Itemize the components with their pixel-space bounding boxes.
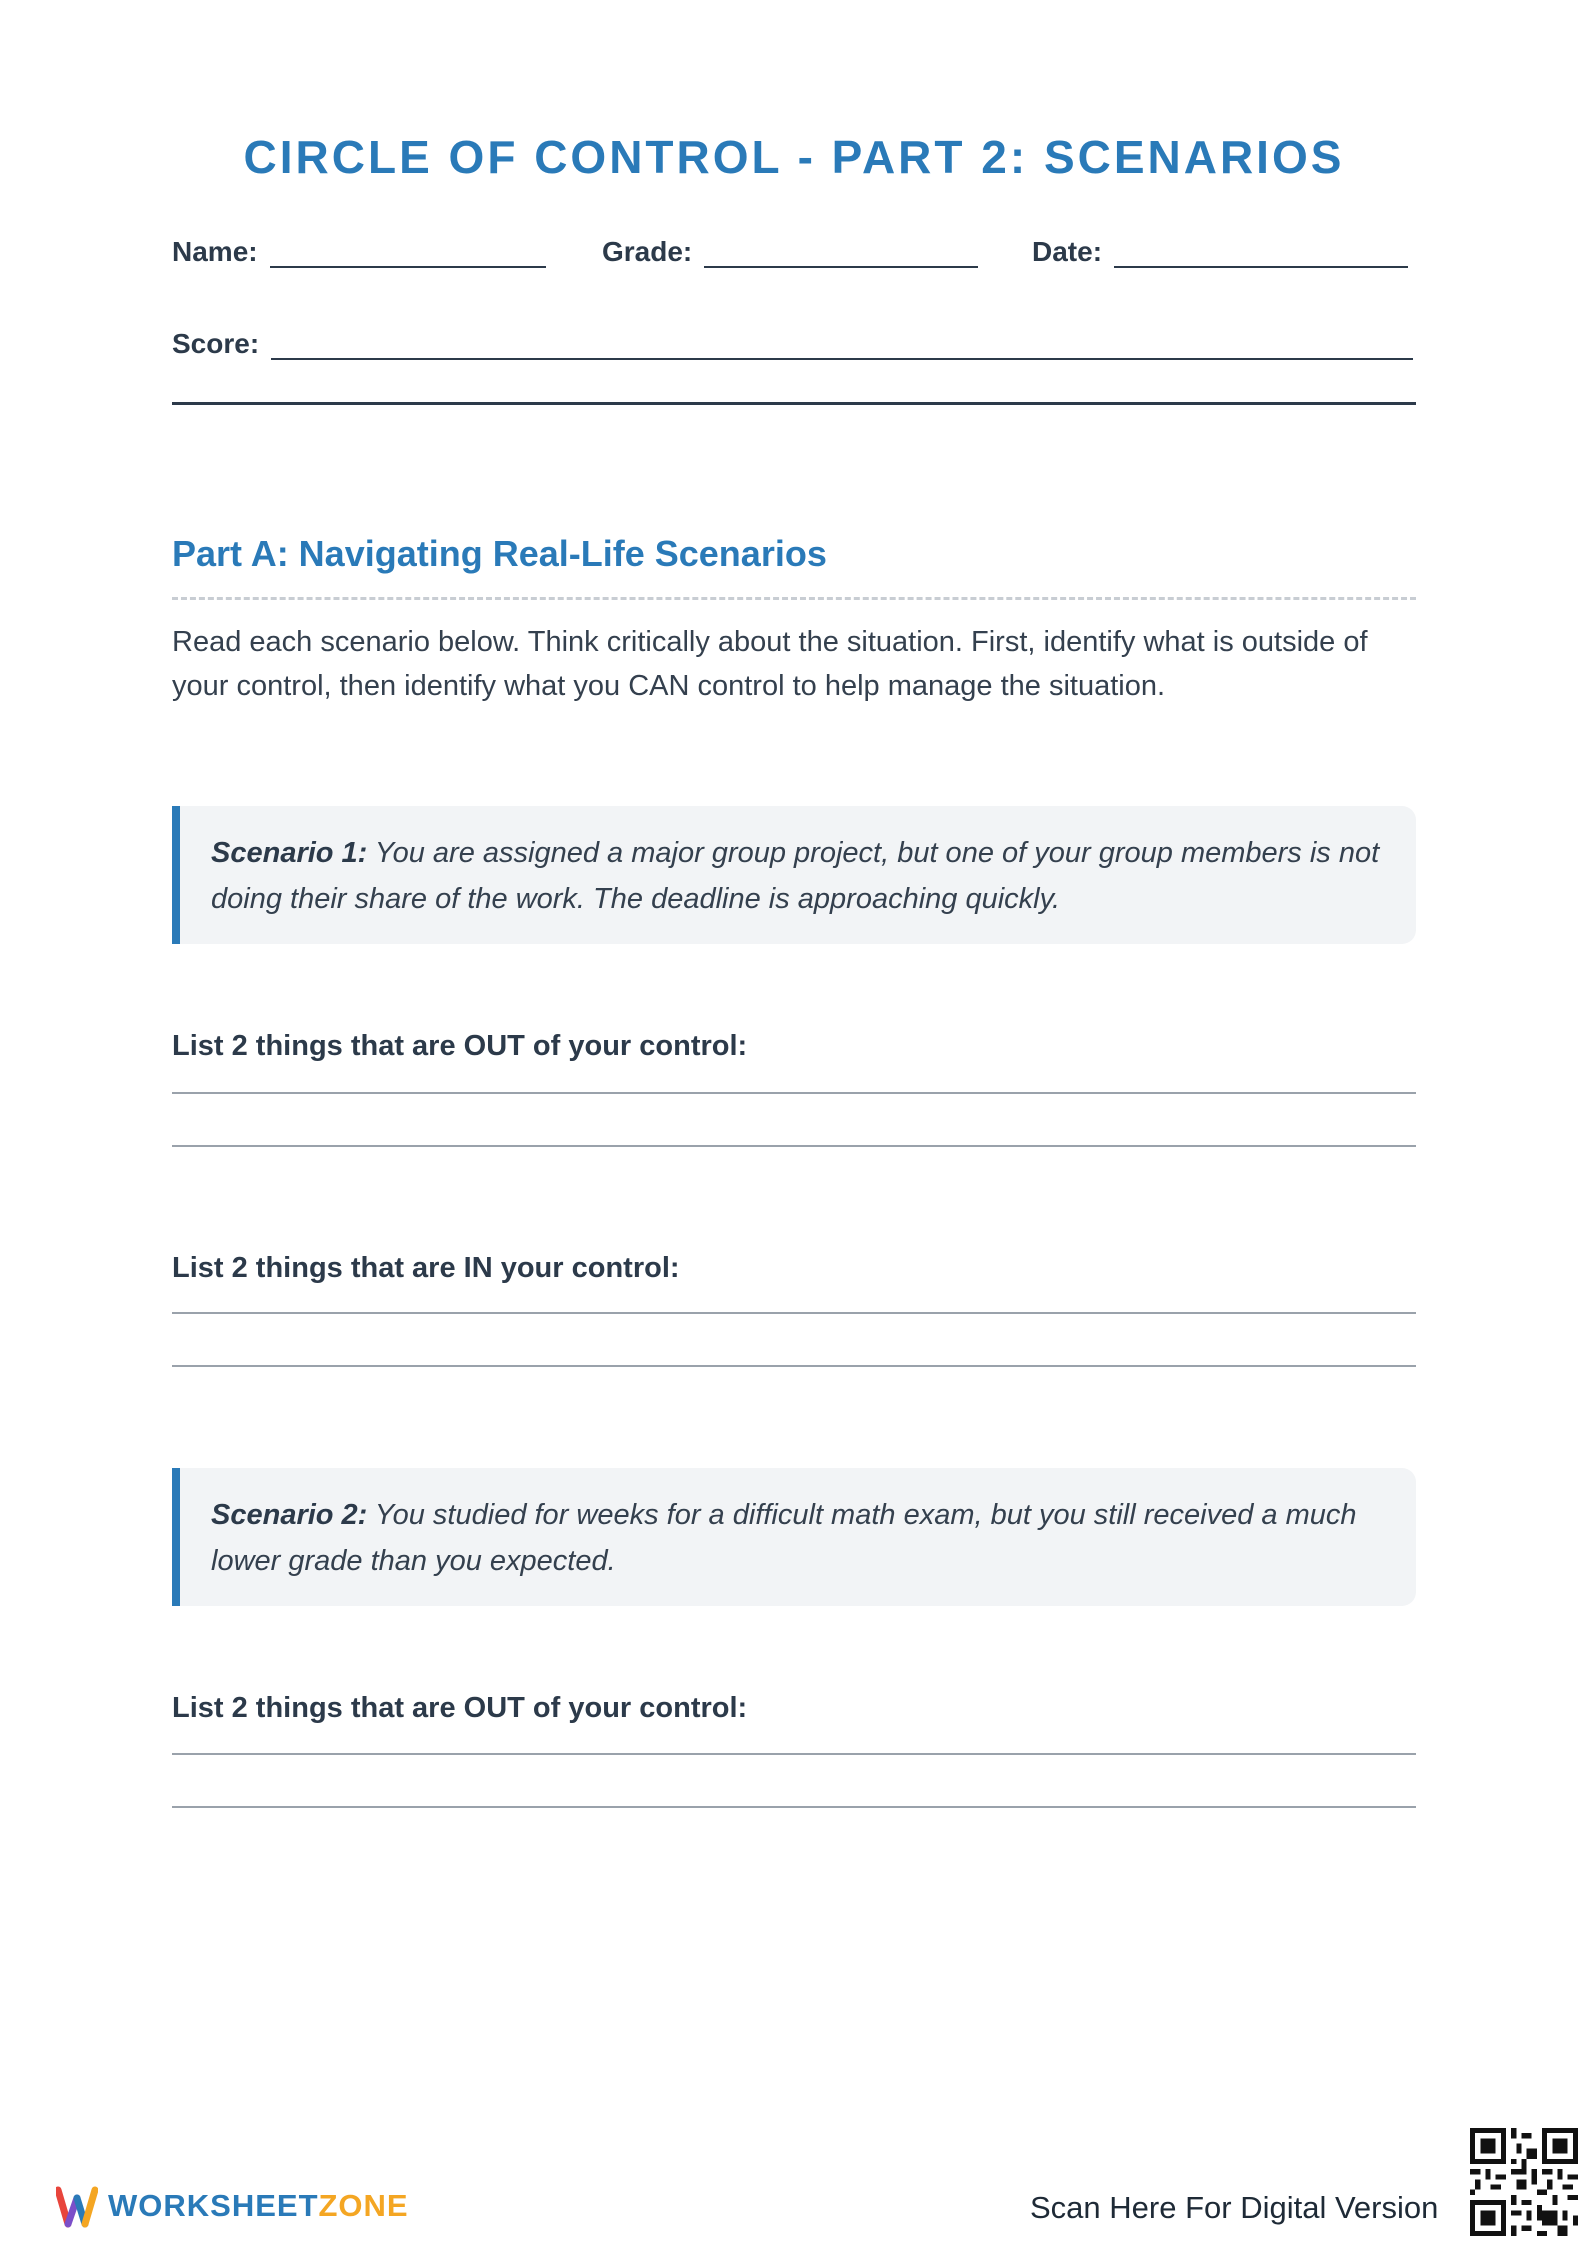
answer-line[interactable] xyxy=(172,1753,1416,1755)
scenario-1-text: You are assigned a major group project, but one of your group members is not doing their share of the work. The deadline is approaching quickly. xyxy=(211,837,1380,915)
scenario-1-out-prompt: List 2 things that are OUT of your control: xyxy=(172,1030,748,1062)
scenario-1-in-prompt: List 2 things that are IN your control: xyxy=(172,1252,680,1284)
page-title: CIRCLE OF CONTROL - PART 2: SCENARIOS xyxy=(243,131,1345,183)
date-input-line[interactable] xyxy=(1114,236,1408,268)
answer-line[interactable] xyxy=(172,1312,1416,1314)
scenario-2-label: Scenario 2: xyxy=(211,1499,368,1531)
scenario-1-label: Scenario 1: xyxy=(211,837,368,869)
name-input-line[interactable] xyxy=(270,236,546,268)
scenario-2-box xyxy=(172,1468,1416,1606)
brand-name-part1: WORKSHEET xyxy=(108,2188,319,2223)
name-field[interactable] xyxy=(172,236,546,268)
w-logo-icon xyxy=(56,2184,98,2228)
section-divider-dashed xyxy=(172,597,1416,600)
worksheetzone-logo xyxy=(56,2184,409,2228)
score-label: Score: xyxy=(172,328,260,359)
date-field[interactable] xyxy=(1032,236,1408,268)
name-label: Name: xyxy=(172,236,258,267)
answer-line[interactable] xyxy=(172,1145,1416,1147)
scenario-1-box xyxy=(172,806,1416,944)
section-title-part-a: Part A: Navigating Real-Life Scenarios xyxy=(172,533,827,574)
grade-label: Grade: xyxy=(602,236,693,267)
answer-line[interactable] xyxy=(172,1806,1416,1808)
brand-name xyxy=(108,2188,409,2224)
answer-line[interactable] xyxy=(172,1092,1416,1094)
qr-code-icon[interactable] xyxy=(1470,2128,1578,2236)
scenario-2-out-prompt: List 2 things that are OUT of your control: xyxy=(172,1692,748,1724)
date-label: Date: xyxy=(1032,236,1103,267)
answer-line[interactable] xyxy=(172,1365,1416,1367)
instructions-text: Read each scenario below. Think critically about the situation. First, identify what is outside of your control, then identify what you CAN control to help manage the situation. xyxy=(172,626,1368,702)
grade-input-line[interactable] xyxy=(704,236,978,268)
scan-caption: Scan Here For Digital Version xyxy=(1030,2190,1439,2225)
score-input-line[interactable] xyxy=(271,328,1413,360)
score-field[interactable] xyxy=(172,328,1413,360)
scenario-2-text: You studied for weeks for a difficult math exam, but you still received a much lower grade than you expected. xyxy=(211,1499,1357,1577)
brand-name-part2: ZONE xyxy=(318,2188,409,2223)
grade-field[interactable] xyxy=(602,236,978,268)
header-divider xyxy=(172,402,1416,405)
